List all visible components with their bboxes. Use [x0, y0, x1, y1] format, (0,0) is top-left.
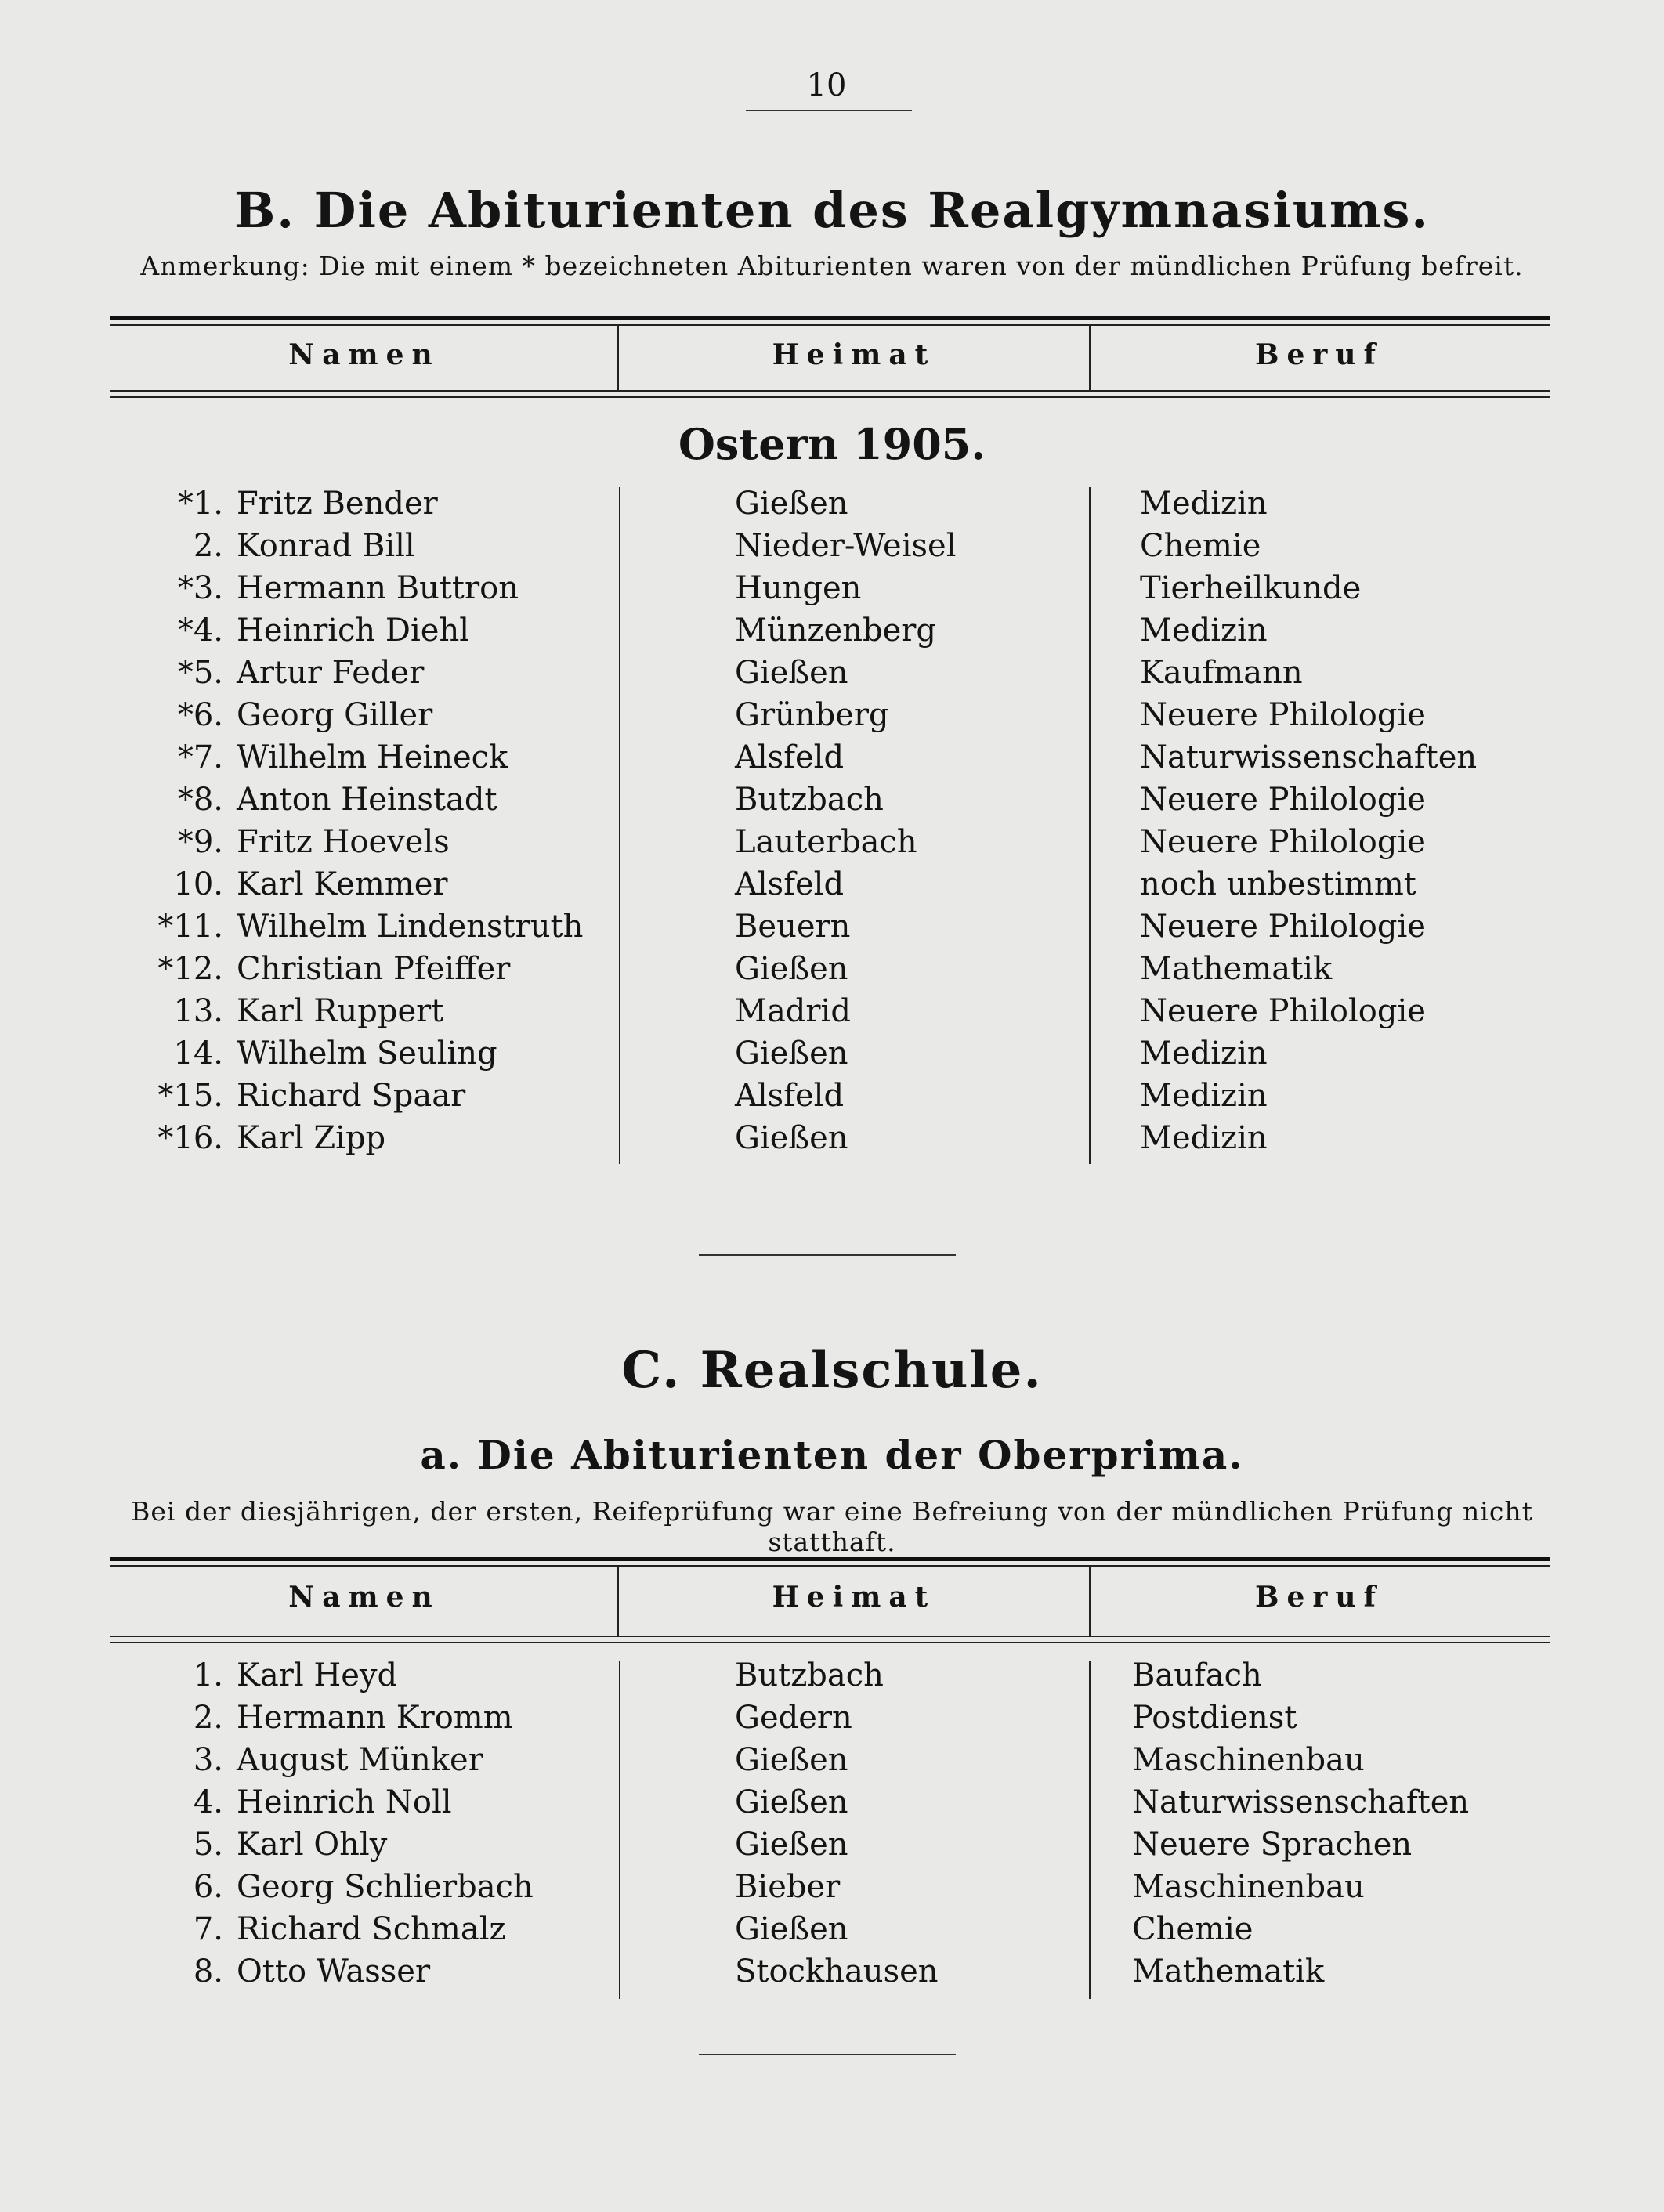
- table-row: [0, 1036, 1664, 1078]
- section-divider-rule: [699, 1254, 956, 1256]
- table-b-header-beruf: Beruf: [1255, 338, 1384, 371]
- table-row: [0, 1742, 1664, 1784]
- row-job: Medizin: [1140, 613, 1268, 649]
- row-name: Heinrich Noll: [237, 1784, 452, 1820]
- table-c-header-bottom-rule-2: [110, 1642, 1550, 1643]
- table-row: [0, 1869, 1664, 1911]
- row-home: Butzbach: [735, 782, 884, 818]
- row-number: *7.: [177, 739, 223, 775]
- row-name: Wilhelm Seuling: [237, 1036, 497, 1072]
- row-job: Neuere Philologie: [1140, 782, 1426, 818]
- table-b-header-heimat: Heimat: [772, 338, 936, 371]
- row-name: Karl Kemmer: [237, 866, 448, 902]
- row-name: Wilhelm Heineck: [237, 739, 508, 775]
- row-job: Chemie: [1140, 528, 1261, 564]
- section-c-note: Bei der diesjährigen, der ersten, Reifeprüfung war eine Befreiung von der mündlichen Prüfung nicht statthaft.: [131, 1496, 1533, 1557]
- row-job: Neuere Philologie: [1140, 824, 1426, 860]
- bottom-divider-rule: [699, 2054, 956, 2055]
- table-row: [0, 1827, 1664, 1869]
- table-c-header-namen: Namen: [288, 1581, 440, 1614]
- row-job: Maschinenbau: [1132, 1742, 1365, 1778]
- row-job: Kaufmann: [1140, 655, 1303, 691]
- row-home: Gießen: [735, 1911, 848, 1947]
- row-home: Bieber: [735, 1869, 841, 1905]
- table-b-header-divider-1: [617, 326, 619, 390]
- row-home: Beuern: [735, 909, 851, 945]
- table-c-header-bottom-rule: [110, 1636, 1550, 1637]
- table-row: [0, 951, 1664, 993]
- row-name: Anton Heinstadt: [237, 782, 497, 818]
- table-row: [0, 528, 1664, 570]
- page-number-rule: [746, 110, 912, 111]
- table-c-header-divider-2: [1089, 1567, 1091, 1636]
- row-name: Heinrich Diehl: [237, 613, 469, 649]
- row-number: 10.: [173, 866, 223, 902]
- row-number: 5.: [193, 1827, 223, 1863]
- table-b-header-namen: Namen: [288, 338, 440, 371]
- row-home: Alsfeld: [735, 866, 845, 902]
- table-row: [0, 613, 1664, 655]
- row-number: *11.: [157, 909, 223, 945]
- table-c-header-divider-1: [617, 1567, 619, 1636]
- row-home: Münzenberg: [735, 613, 936, 649]
- table-row: [0, 1120, 1664, 1162]
- row-home: Alsfeld: [735, 739, 845, 775]
- row-job: Neuere Philologie: [1140, 993, 1426, 1029]
- row-job: Mathematik: [1140, 951, 1333, 987]
- table-row: [0, 739, 1664, 782]
- row-name: Karl Ruppert: [237, 993, 444, 1029]
- section-b-note: Anmerkung: Die mit einem * bezeichneten Abiturienten waren von der mündlichen Prüfung befreit.: [140, 251, 1524, 281]
- row-home: Gießen: [735, 1742, 848, 1778]
- row-job: Baufach: [1132, 1657, 1262, 1693]
- row-home: Butzbach: [735, 1657, 884, 1693]
- table-row: [0, 1911, 1664, 1954]
- row-name: Otto Wasser: [237, 1954, 431, 1990]
- row-home: Gießen: [735, 486, 848, 522]
- row-job: Postdienst: [1132, 1700, 1297, 1736]
- row-number: *15.: [157, 1078, 223, 1114]
- row-home: Gießen: [735, 951, 848, 987]
- row-job: Maschinenbau: [1132, 1869, 1365, 1905]
- row-number: 2.: [193, 528, 223, 564]
- row-number: 13.: [173, 993, 223, 1029]
- row-home: Alsfeld: [735, 1078, 845, 1114]
- table-b-top-rule-inner: [110, 324, 1550, 326]
- table-row: [0, 1784, 1664, 1827]
- row-home: Gießen: [735, 1784, 848, 1820]
- section-c-subtitle: a. Die Abiturienten der Oberprima.: [420, 1432, 1244, 1478]
- row-name: Karl Ohly: [237, 1827, 388, 1863]
- table-row: [0, 993, 1664, 1036]
- row-job: noch unbestimmt: [1140, 866, 1416, 902]
- row-name: Wilhelm Lindenstruth: [237, 909, 584, 945]
- row-number: 8.: [193, 1954, 223, 1990]
- row-home: Lauterbach: [735, 824, 917, 860]
- table-row: [0, 866, 1664, 909]
- row-number: *16.: [157, 1120, 223, 1156]
- row-home: Hungen: [735, 570, 862, 606]
- row-home: Gießen: [735, 655, 848, 691]
- row-home: Grünberg: [735, 697, 889, 733]
- row-number: 4.: [193, 1784, 223, 1820]
- row-number: 6.: [193, 1869, 223, 1905]
- row-home: Madrid: [735, 993, 851, 1029]
- row-name: Fritz Bender: [237, 486, 438, 522]
- row-home: Stockhausen: [735, 1954, 939, 1990]
- row-name: Georg Giller: [237, 697, 433, 733]
- row-number: 2.: [193, 1700, 223, 1736]
- row-home: Gießen: [735, 1827, 848, 1863]
- row-job: Neuere Sprachen: [1132, 1827, 1413, 1863]
- table-row: [0, 1700, 1664, 1742]
- row-job: Tierheilkunde: [1140, 570, 1362, 606]
- table-b-header-bottom-rule: [110, 390, 1550, 392]
- row-home: Gießen: [735, 1120, 848, 1156]
- table-row: [0, 570, 1664, 613]
- row-name: Christian Pfeiffer: [237, 951, 511, 987]
- table-row: [0, 1657, 1664, 1700]
- row-number: *6.: [177, 697, 223, 733]
- table-b-header-divider-2: [1089, 326, 1091, 390]
- table-row: [0, 782, 1664, 824]
- table-c-top-rule: [110, 1557, 1550, 1561]
- row-name: Konrad Bill: [237, 528, 415, 564]
- page-number: 10: [806, 67, 847, 103]
- table-row: [0, 486, 1664, 528]
- row-name: Karl Heyd: [237, 1657, 398, 1693]
- row-name: Georg Schlierbach: [237, 1869, 534, 1905]
- row-home: Nieder-Weisel: [735, 528, 957, 564]
- table-row: [0, 655, 1664, 697]
- row-job: Naturwissenschaften: [1140, 739, 1478, 775]
- table-c-header-heimat: Heimat: [772, 1581, 936, 1614]
- row-job: Medizin: [1140, 1036, 1268, 1072]
- row-job: Medizin: [1140, 1078, 1268, 1114]
- row-job: Medizin: [1140, 1120, 1268, 1156]
- table-c-header-beruf: Beruf: [1255, 1581, 1384, 1614]
- row-name: Hermann Buttron: [237, 570, 519, 606]
- row-job: Mathematik: [1132, 1954, 1325, 1990]
- row-name: Karl Zipp: [237, 1120, 386, 1156]
- row-number: *1.: [177, 486, 223, 522]
- row-home: Gießen: [735, 1036, 848, 1072]
- row-number: 3.: [193, 1742, 223, 1778]
- row-number: *5.: [177, 655, 223, 691]
- row-name: Fritz Hoevels: [237, 824, 450, 860]
- row-home: Gedern: [735, 1700, 852, 1736]
- row-number: *8.: [177, 782, 223, 818]
- row-number: 1.: [193, 1657, 223, 1693]
- row-job: Neuere Philologie: [1140, 697, 1426, 733]
- row-number: 7.: [193, 1911, 223, 1947]
- row-number: *4.: [177, 613, 223, 649]
- row-name: Richard Spaar: [237, 1078, 466, 1114]
- row-job: Naturwissenschaften: [1132, 1784, 1470, 1820]
- table-row: [0, 697, 1664, 739]
- row-job: Neuere Philologie: [1140, 909, 1426, 945]
- row-number: 14.: [173, 1036, 223, 1072]
- table-c-top-rule-inner: [110, 1565, 1550, 1567]
- row-name: August Münker: [237, 1742, 483, 1778]
- row-job: Medizin: [1140, 486, 1268, 522]
- table-row: [0, 1078, 1664, 1120]
- section-c-title: C. Realschule.: [621, 1341, 1043, 1400]
- term-heading: Ostern 1905.: [678, 419, 986, 469]
- row-number: *3.: [177, 570, 223, 606]
- row-name: Richard Schmalz: [237, 1911, 506, 1947]
- table-b-top-rule: [110, 316, 1550, 320]
- section-b-title: B. Die Abiturienten des Realgymnasiums.: [234, 182, 1430, 239]
- table-row: [0, 1954, 1664, 1996]
- row-number: *12.: [157, 951, 223, 987]
- table-row: [0, 909, 1664, 951]
- row-number: *9.: [177, 824, 223, 860]
- row-job: Chemie: [1132, 1911, 1253, 1947]
- row-name: Artur Feder: [237, 655, 425, 691]
- table-b-header-bottom-rule-2: [110, 396, 1550, 398]
- row-name: Hermann Kromm: [237, 1700, 513, 1736]
- table-row: [0, 824, 1664, 866]
